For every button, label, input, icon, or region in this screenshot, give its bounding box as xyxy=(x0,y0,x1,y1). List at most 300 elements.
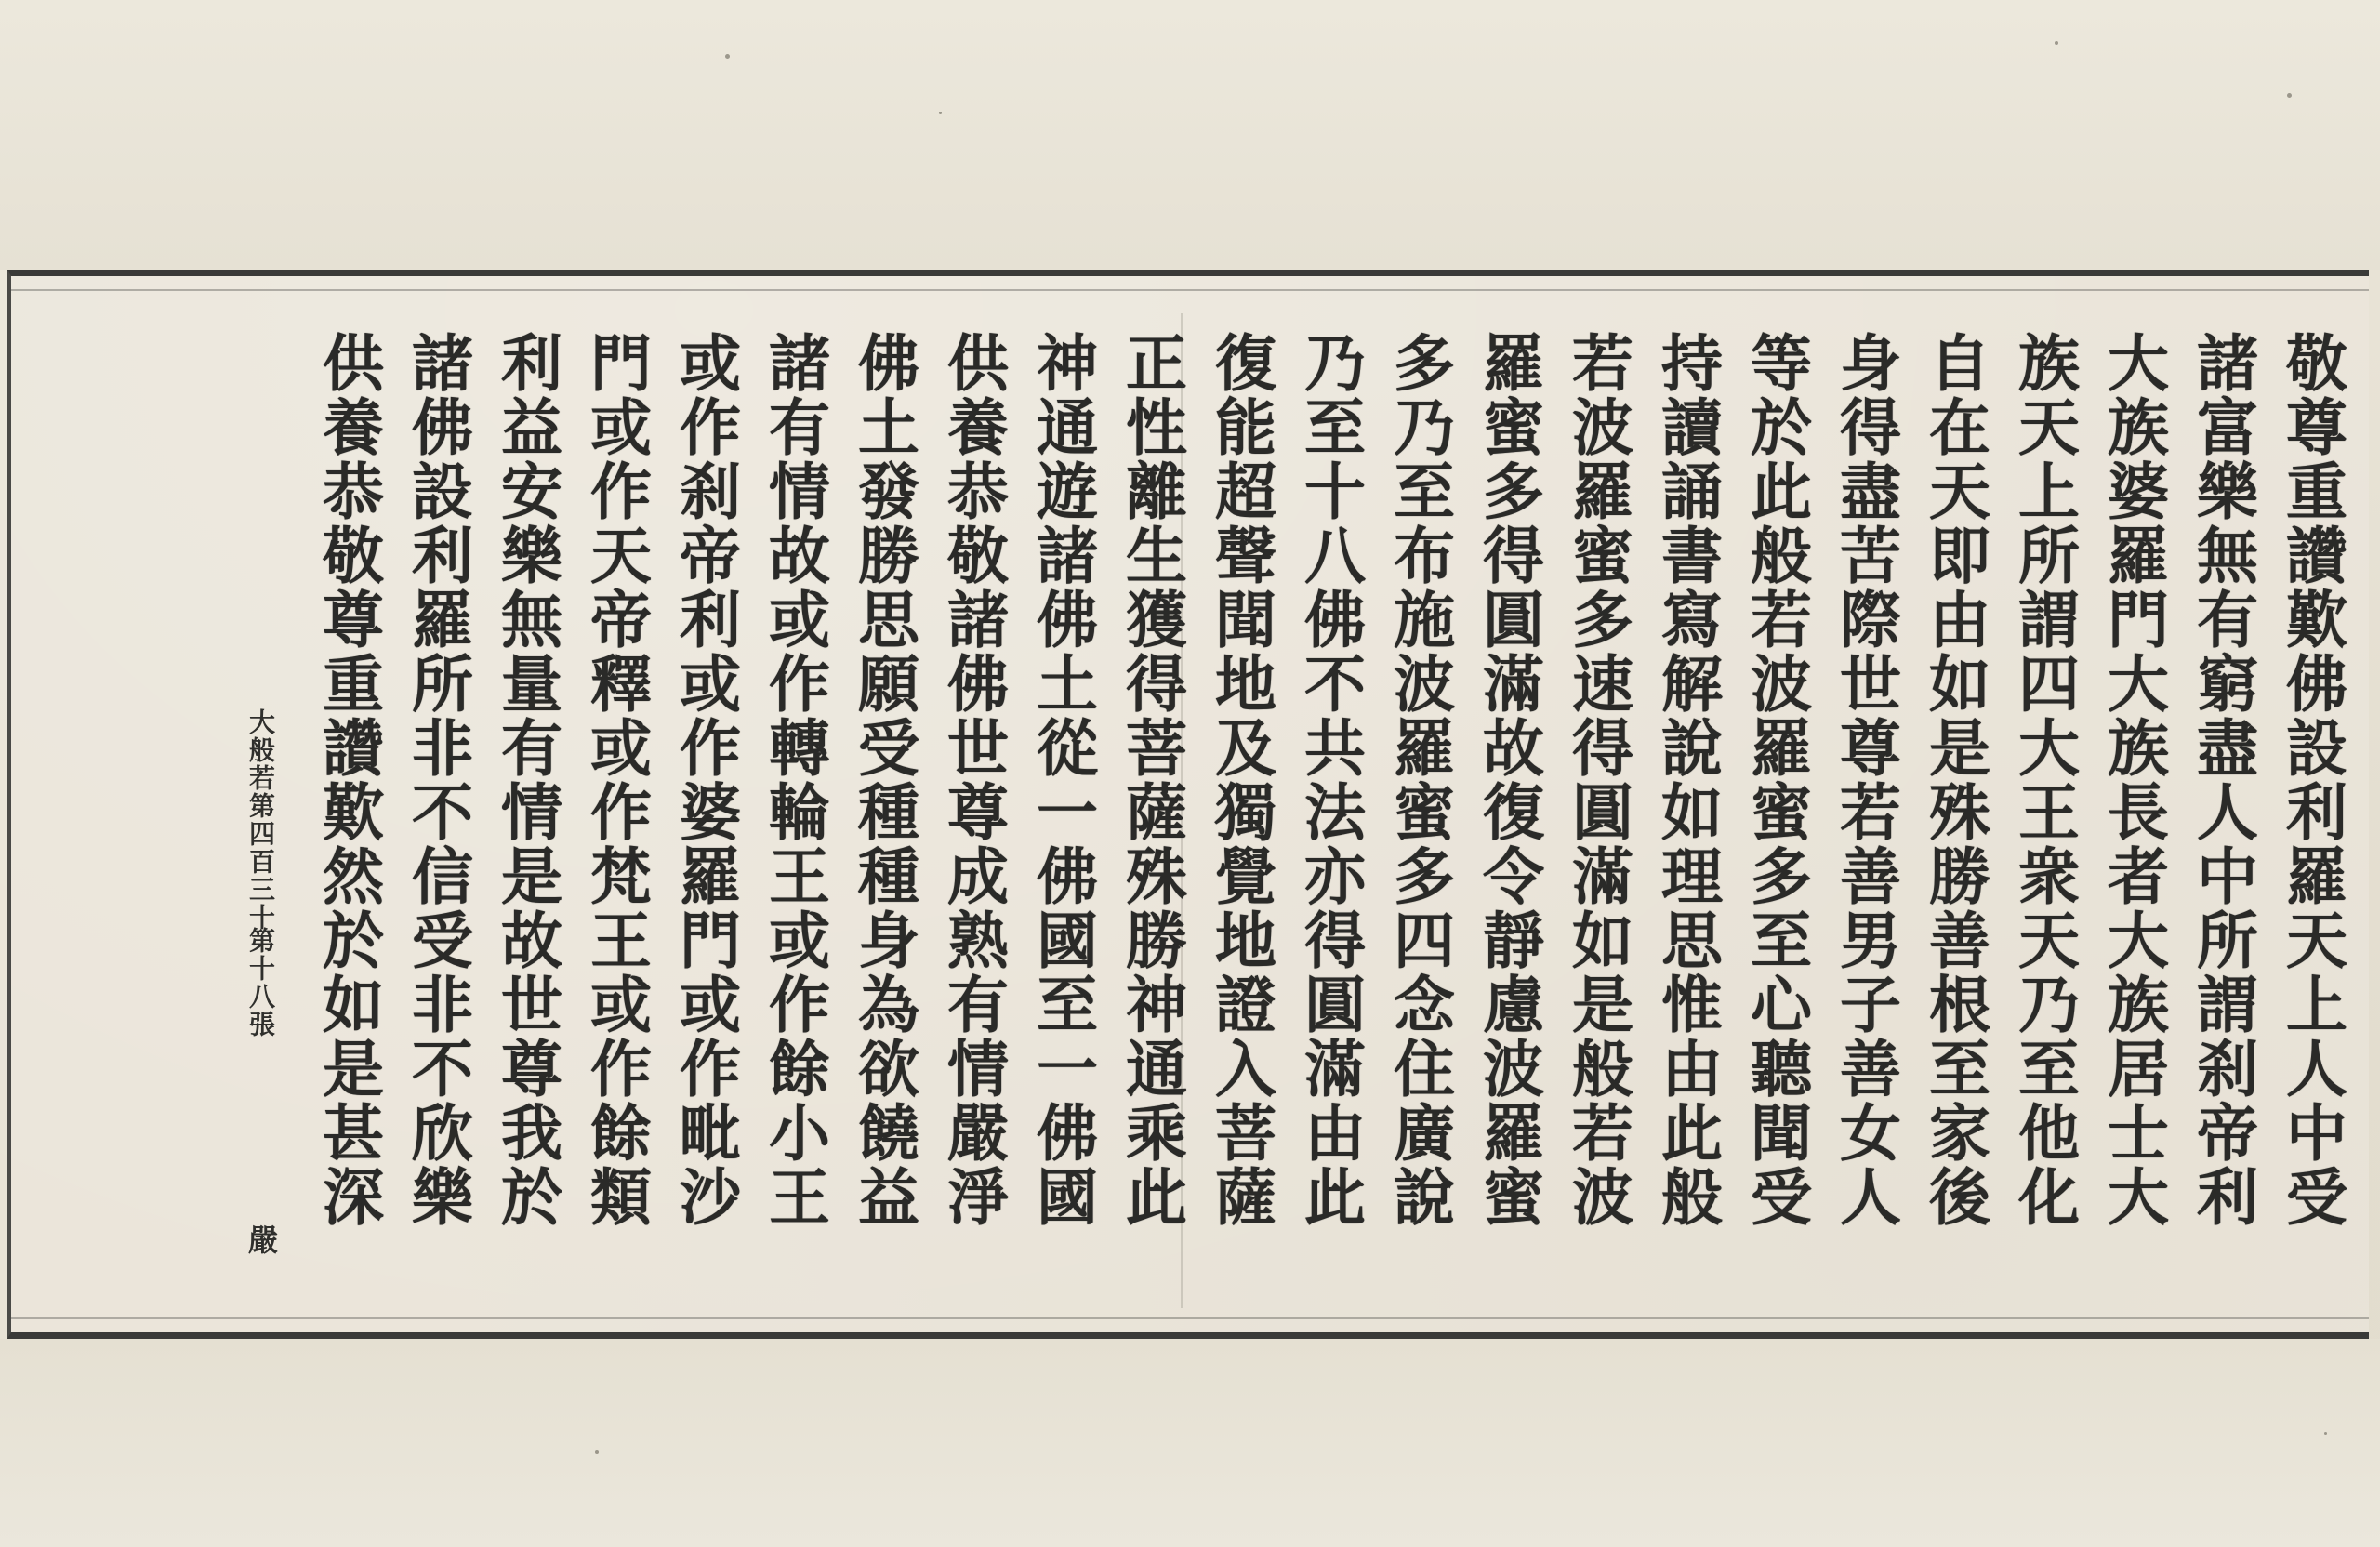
glyph: 人 xyxy=(1840,1161,1901,1234)
glyph: 乃 xyxy=(2018,969,2080,1041)
glyph: 作 xyxy=(680,391,741,464)
glyph: 中 xyxy=(2286,1097,2347,1170)
glyph: 世 xyxy=(1840,648,1901,721)
top-margin xyxy=(0,0,2380,270)
glyph: 衆 xyxy=(2018,840,2080,913)
glyph: 成 xyxy=(947,840,1009,913)
glyph: 四 xyxy=(2018,648,2080,721)
text-column xyxy=(487,327,576,1299)
glyph: 施 xyxy=(1394,584,1455,656)
paper-speck xyxy=(2287,93,2292,98)
glyph: 理 xyxy=(1661,840,1723,913)
glyph: 蜜 xyxy=(1483,1161,1544,1234)
glyph: 薩 xyxy=(1215,1161,1276,1234)
glyph: 發 xyxy=(858,456,919,528)
glyph: 心 xyxy=(1751,969,1812,1041)
paper-speck xyxy=(595,1450,599,1454)
glyph: 如 xyxy=(1572,905,1633,977)
glyph: 蜜 xyxy=(1394,776,1455,849)
glyph: 般 xyxy=(1751,520,1812,592)
glyph: 帝 xyxy=(680,520,741,592)
glyph: 不 xyxy=(412,1033,473,1105)
glyph: 作 xyxy=(680,1033,741,1105)
glyph: 族 xyxy=(2018,327,2080,400)
glyph: 有 xyxy=(769,391,830,464)
glyph: 復 xyxy=(1483,776,1544,849)
glyph: 速 xyxy=(1572,648,1633,721)
glyph: 謂 xyxy=(2197,969,2258,1041)
glyph: 故 xyxy=(769,520,830,592)
glyph: 婆 xyxy=(2108,456,2169,528)
glyph: 神 xyxy=(1126,969,1187,1041)
glyph: 復 xyxy=(1215,327,1276,400)
glyph: 多 xyxy=(1572,584,1633,656)
glyph: 羅 xyxy=(412,584,473,656)
text-column xyxy=(666,327,755,1299)
glyph: 布 xyxy=(1394,520,1455,592)
glyph: 所 xyxy=(2018,520,2080,592)
glyph: 乃 xyxy=(1304,327,1366,400)
glyph: 讚 xyxy=(323,712,384,785)
glyph: 多 xyxy=(1394,840,1455,913)
glyph: 甚 xyxy=(323,1097,384,1170)
glyph: 是 xyxy=(1929,712,1990,785)
glyph: 作 xyxy=(590,776,652,849)
glyph: 安 xyxy=(501,456,562,528)
glyph: 住 xyxy=(1394,1033,1455,1105)
glyph: 益 xyxy=(858,1161,919,1234)
glyph: 國 xyxy=(1037,1161,1098,1234)
text-column xyxy=(1469,327,1558,1299)
glyph: 從 xyxy=(1037,712,1098,785)
glyph: 即 xyxy=(1929,520,1990,592)
glyph: 窮 xyxy=(2197,648,2258,721)
glyph: 羅 xyxy=(680,840,741,913)
glyph: 大 xyxy=(2108,905,2169,977)
glyph: 門 xyxy=(2108,584,2169,656)
glyph: 土 xyxy=(1037,648,1098,721)
glyph: 於 xyxy=(1751,391,1812,464)
glyph: 性 xyxy=(1126,391,1187,464)
glyph: 般 xyxy=(1572,1033,1633,1105)
glyph: 男 xyxy=(1840,905,1901,977)
glyph: 盡 xyxy=(2197,712,2258,785)
glyph: 我 xyxy=(501,1097,562,1170)
glyph: 化 xyxy=(2018,1161,2080,1234)
glyph: 誦 xyxy=(1661,456,1723,528)
glyph: 神 xyxy=(1037,327,1098,400)
glyph: 作 xyxy=(590,1033,652,1105)
glyph: 敬 xyxy=(947,520,1009,592)
glyph: 正 xyxy=(1126,327,1187,400)
glyph: 滿 xyxy=(1483,648,1544,721)
glyph: 超 xyxy=(1215,456,1276,528)
glyph: 供 xyxy=(947,327,1009,400)
glyph: 諸 xyxy=(769,327,830,400)
glyph: 欣 xyxy=(412,1097,473,1170)
glyph: 圓 xyxy=(1483,584,1544,656)
glyph: 情 xyxy=(501,776,562,849)
glyph: 殊 xyxy=(1929,776,1990,849)
glyph: 然 xyxy=(323,840,384,913)
glyph: 敬 xyxy=(323,520,384,592)
glyph: 或 xyxy=(769,584,830,656)
glyph: 家 xyxy=(1929,1097,1990,1170)
glyph: 至 xyxy=(1304,391,1366,464)
glyph: 沙 xyxy=(680,1161,741,1234)
glyph: 令 xyxy=(1483,840,1544,913)
paper-speck xyxy=(2055,41,2058,45)
glyph: 說 xyxy=(1661,712,1723,785)
glyph: 大 xyxy=(2108,648,2169,721)
glyph: 梵 xyxy=(590,840,652,913)
glyph: 讚 xyxy=(2286,520,2347,592)
glyph: 此 xyxy=(1751,456,1812,528)
glyph: 佛 xyxy=(858,327,919,400)
glyph: 惟 xyxy=(1661,969,1723,1041)
glyph: 聞 xyxy=(1215,584,1276,656)
glyph: 苦 xyxy=(1840,520,1901,592)
glyph: 於 xyxy=(501,1161,562,1234)
glyph: 若 xyxy=(1572,327,1633,400)
text-column xyxy=(2272,327,2361,1299)
glyph: 能 xyxy=(1215,391,1276,464)
glyph: 波 xyxy=(1751,648,1812,721)
glyph: 獨 xyxy=(1215,776,1276,849)
glyph: 由 xyxy=(1661,1033,1723,1105)
glyph: 波 xyxy=(1572,1161,1633,1234)
glyph: 利 xyxy=(2197,1161,2258,1234)
glyph: 覺 xyxy=(1215,840,1276,913)
glyph: 多 xyxy=(1751,840,1812,913)
glyph: 思 xyxy=(858,584,919,656)
glyph: 得 xyxy=(1483,520,1544,592)
text-column xyxy=(1558,327,1647,1299)
glyph: 族 xyxy=(2108,969,2169,1041)
text-column xyxy=(576,327,666,1299)
glyph: 是 xyxy=(1572,969,1633,1041)
glyph: 波 xyxy=(1394,648,1455,721)
glyph: 作 xyxy=(769,648,830,721)
glyph: 長 xyxy=(2108,776,2169,849)
glyph: 佛 xyxy=(947,648,1009,721)
text-column xyxy=(309,327,398,1299)
glyph: 敬 xyxy=(2286,327,2347,400)
glyph: 大 xyxy=(2108,1161,2169,1234)
glyph: 羅 xyxy=(2108,520,2169,592)
glyph: 重 xyxy=(323,648,384,721)
glyph: 是 xyxy=(323,1033,384,1105)
glyph: 後 xyxy=(1929,1161,1990,1234)
glyph: 天 xyxy=(2018,391,2080,464)
glyph: 滿 xyxy=(1572,840,1633,913)
glyph: 及 xyxy=(1215,712,1276,785)
glyph: 受 xyxy=(1751,1161,1812,1234)
glyph: 轉 xyxy=(769,712,830,785)
glyph: 聽 xyxy=(1751,1033,1812,1105)
glyph: 不 xyxy=(412,776,473,849)
glyph: 由 xyxy=(1304,1097,1366,1170)
text-column xyxy=(1915,327,2004,1299)
glyph: 佛 xyxy=(412,391,473,464)
glyph: 羅 xyxy=(1483,327,1544,400)
text-column xyxy=(1290,327,1380,1299)
glyph: 帝 xyxy=(590,584,652,656)
glyph: 身 xyxy=(858,905,919,977)
glyph: 四 xyxy=(1394,905,1455,977)
volume-title: 大般若第四百三十 xyxy=(245,708,276,932)
glyph: 若 xyxy=(1840,776,1901,849)
glyph: 歎 xyxy=(2286,584,2347,656)
glyph: 地 xyxy=(1215,905,1276,977)
glyph: 王 xyxy=(590,905,652,977)
glyph: 恭 xyxy=(323,456,384,528)
glyph: 受 xyxy=(412,905,473,977)
glyph: 世 xyxy=(947,712,1009,785)
glyph: 般 xyxy=(1661,1161,1723,1234)
glyph: 念 xyxy=(1394,969,1455,1041)
glyph: 諸 xyxy=(2197,327,2258,400)
glyph: 人 xyxy=(2286,1033,2347,1105)
glyph: 持 xyxy=(1661,327,1723,400)
glyph: 重 xyxy=(2286,456,2347,528)
glyph: 薩 xyxy=(1126,776,1187,849)
glyph: 善 xyxy=(1840,1033,1901,1105)
glyph: 得 xyxy=(1126,648,1187,721)
glyph: 淨 xyxy=(947,1161,1009,1234)
glyph: 是 xyxy=(501,840,562,913)
glyph: 作 xyxy=(769,969,830,1041)
glyph: 有 xyxy=(947,969,1009,1041)
glyph: 或 xyxy=(680,327,741,400)
text-column xyxy=(933,327,1023,1299)
glyph: 毗 xyxy=(680,1097,741,1170)
glyph: 信 xyxy=(412,840,473,913)
glyph: 天 xyxy=(590,520,652,592)
glyph: 得 xyxy=(1840,391,1901,464)
glyph: 菩 xyxy=(1215,1097,1276,1170)
glyph: 所 xyxy=(2197,905,2258,977)
glyph: 故 xyxy=(1483,712,1544,785)
glyph: 盡 xyxy=(1840,456,1901,528)
frame-rule-bottom xyxy=(11,1317,2369,1319)
sheet-number: 第十八張 xyxy=(245,927,276,1038)
glyph: 恭 xyxy=(947,456,1009,528)
glyph: 樂 xyxy=(412,1161,473,1234)
glyph: 勝 xyxy=(1126,905,1187,977)
glyph: 類 xyxy=(590,1161,652,1234)
glyph: 至 xyxy=(1929,1033,1990,1105)
glyph: 士 xyxy=(2108,1097,2169,1170)
glyph: 養 xyxy=(947,391,1009,464)
bottom-margin xyxy=(0,1339,2380,1547)
glyph: 王 xyxy=(769,1161,830,1234)
glyph: 尊 xyxy=(1840,712,1901,785)
glyph: 國 xyxy=(1037,905,1098,977)
glyph: 勝 xyxy=(858,520,919,592)
glyph: 若 xyxy=(1751,584,1812,656)
glyph: 離 xyxy=(1126,456,1187,528)
glyph: 殊 xyxy=(1126,840,1187,913)
glyph: 圓 xyxy=(1304,969,1366,1041)
glyph: 羅 xyxy=(1394,712,1455,785)
glyph: 於 xyxy=(323,905,384,977)
text-column xyxy=(2094,327,2183,1299)
glyph: 上 xyxy=(2018,456,2080,528)
frame-rule-top xyxy=(11,289,2369,291)
glyph: 滿 xyxy=(1304,1033,1366,1105)
marginal-notation xyxy=(219,332,309,1299)
glyph: 善 xyxy=(1929,905,1990,977)
glyph: 餘 xyxy=(769,1033,830,1105)
glyph: 蜜 xyxy=(1483,391,1544,464)
glyph: 尊 xyxy=(323,584,384,656)
glyph: 諸 xyxy=(1037,520,1098,592)
glyph: 諸 xyxy=(412,327,473,400)
glyph: 天 xyxy=(2018,905,2080,977)
glyph: 地 xyxy=(1215,648,1276,721)
glyph: 至 xyxy=(2018,1033,2080,1105)
glyph: 他 xyxy=(2018,1097,2080,1170)
glyph: 靜 xyxy=(1483,905,1544,977)
glyph: 波 xyxy=(1572,391,1633,464)
glyph: 此 xyxy=(1126,1161,1187,1234)
glyph: 尊 xyxy=(947,776,1009,849)
glyph: 養 xyxy=(323,391,384,464)
glyph: 設 xyxy=(412,456,473,528)
glyph: 蜜 xyxy=(1751,776,1812,849)
glyph: 益 xyxy=(501,391,562,464)
text-column xyxy=(1380,327,1469,1299)
glyph: 上 xyxy=(2286,969,2347,1041)
glyph: 獲 xyxy=(1126,584,1187,656)
glyph: 蜜 xyxy=(1572,520,1633,592)
glyph: 勝 xyxy=(1929,840,1990,913)
glyph: 寫 xyxy=(1661,584,1723,656)
glyph: 書 xyxy=(1661,520,1723,592)
paper-speck xyxy=(725,54,730,59)
glyph: 圓 xyxy=(1572,776,1633,849)
glyph: 佛 xyxy=(1304,584,1366,656)
glyph: 入 xyxy=(1215,1033,1276,1105)
glyph: 種 xyxy=(858,840,919,913)
glyph: 謂 xyxy=(2018,584,2080,656)
glyph: 聞 xyxy=(1751,1097,1812,1170)
glyph: 此 xyxy=(1661,1097,1723,1170)
glyph: 量 xyxy=(501,648,562,721)
glyph: 乘 xyxy=(1126,1097,1187,1170)
glyph: 婆 xyxy=(680,776,741,849)
glyph: 釋 xyxy=(590,648,652,721)
glyph: 無 xyxy=(2197,520,2258,592)
glyph: 乃 xyxy=(1394,391,1455,464)
glyph: 刹 xyxy=(680,456,741,528)
text-column xyxy=(1826,327,1915,1299)
glyph: 十 xyxy=(1304,456,1366,528)
glyph: 聲 xyxy=(1215,520,1276,592)
glyph: 佛 xyxy=(1037,1097,1098,1170)
glyph: 世 xyxy=(501,969,562,1041)
glyph: 或 xyxy=(590,391,652,464)
glyph: 通 xyxy=(1037,391,1098,464)
glyph: 餘 xyxy=(590,1097,652,1170)
glyph: 或 xyxy=(769,905,830,977)
glyph: 思 xyxy=(1661,905,1723,977)
glyph: 此 xyxy=(1304,1161,1366,1234)
text-column xyxy=(2004,327,2094,1299)
glyph: 羅 xyxy=(1483,1097,1544,1170)
glyph: 佛 xyxy=(1037,840,1098,913)
glyph: 族 xyxy=(2108,391,2169,464)
glyph: 善 xyxy=(1840,840,1901,913)
glyph: 法 xyxy=(1304,776,1366,849)
glyph: 解 xyxy=(1661,648,1723,721)
glyph: 有 xyxy=(501,712,562,785)
glyph: 利 xyxy=(412,520,473,592)
glyph: 小 xyxy=(769,1097,830,1170)
glyph: 或 xyxy=(590,969,652,1041)
glyph: 天 xyxy=(2286,905,2347,977)
glyph: 如 xyxy=(1929,648,1990,721)
glyph: 通 xyxy=(1126,1033,1187,1105)
text-column xyxy=(1737,327,1826,1299)
glyph: 所 xyxy=(412,648,473,721)
glyph: 深 xyxy=(323,1161,384,1234)
carver-mark: 嚴 xyxy=(244,1224,279,1254)
glyph: 生 xyxy=(1126,520,1187,592)
glyph: 或 xyxy=(680,648,741,721)
glyph: 尊 xyxy=(2286,391,2347,464)
glyph: 願 xyxy=(858,648,919,721)
glyph: 富 xyxy=(2197,391,2258,464)
glyph: 作 xyxy=(590,456,652,528)
glyph: 帝 xyxy=(2197,1097,2258,1170)
glyph: 王 xyxy=(2018,776,2080,849)
glyph: 種 xyxy=(858,776,919,849)
glyph: 多 xyxy=(1394,327,1455,400)
glyph: 人 xyxy=(2197,776,2258,849)
text-column xyxy=(1201,327,1290,1299)
glyph: 族 xyxy=(2108,712,2169,785)
glyph: 有 xyxy=(2197,584,2258,656)
glyph: 故 xyxy=(501,905,562,977)
glyph: 欲 xyxy=(858,1033,919,1105)
glyph: 自 xyxy=(1929,327,1990,400)
glyph: 或 xyxy=(590,712,652,785)
glyph: 根 xyxy=(1929,969,1990,1041)
glyph: 門 xyxy=(590,327,652,400)
glyph: 門 xyxy=(680,905,741,977)
text-column xyxy=(755,327,844,1299)
glyph: 供 xyxy=(323,327,384,400)
glyph: 子 xyxy=(1840,969,1901,1041)
glyph: 羅 xyxy=(1751,712,1812,785)
glyph: 者 xyxy=(2108,840,2169,913)
glyph: 非 xyxy=(412,712,473,785)
glyph: 得 xyxy=(1572,712,1633,785)
glyph: 亦 xyxy=(1304,840,1366,913)
glyph: 或 xyxy=(680,969,741,1041)
glyph: 共 xyxy=(1304,712,1366,785)
woodblock-print-frame xyxy=(7,270,2369,1339)
glyph: 佛 xyxy=(1037,584,1098,656)
glyph: 多 xyxy=(1483,456,1544,528)
glyph: 中 xyxy=(2197,840,2258,913)
text-column xyxy=(1112,327,1201,1299)
glyph: 樂 xyxy=(2197,456,2258,528)
glyph: 土 xyxy=(858,391,919,464)
glyph: 菩 xyxy=(1126,712,1187,785)
